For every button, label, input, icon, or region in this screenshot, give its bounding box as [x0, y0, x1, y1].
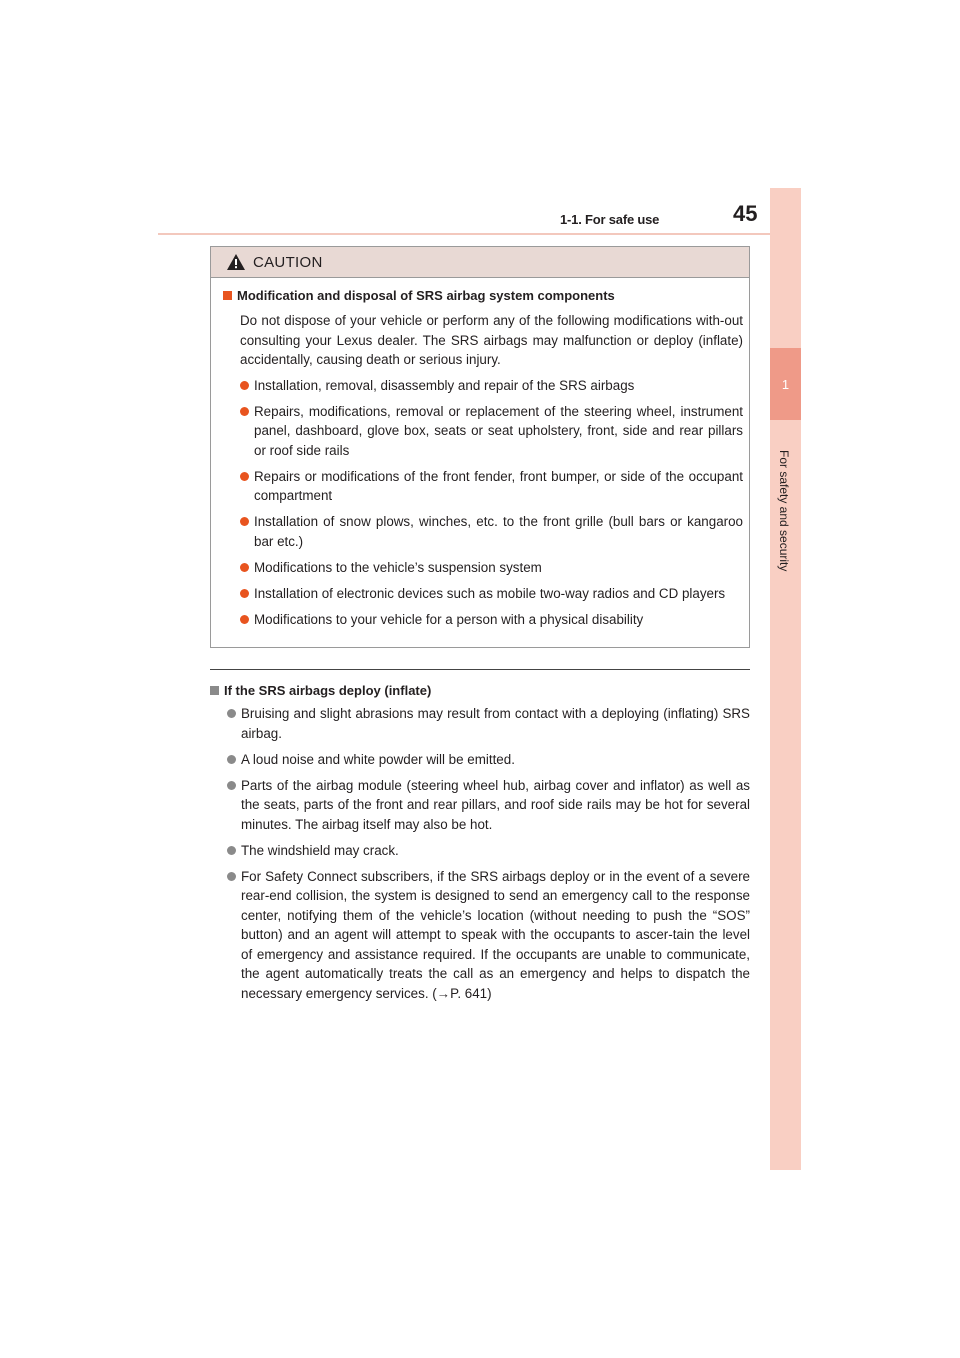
section-divider [210, 669, 750, 670]
bullet-dot-icon [227, 846, 236, 855]
header-rule [158, 233, 770, 235]
list-item [227, 776, 750, 835]
section-header: 1-1. For safe use [560, 212, 660, 227]
list-item [227, 750, 750, 770]
page-number: 45 [733, 201, 758, 226]
notes-section [210, 683, 750, 1010]
square-bullet-icon [210, 686, 219, 695]
notes-heading [210, 683, 750, 698]
list-item-text: Parts of the airbag module (steering wheel hub, airbag cover and inflator) as well as the seats, parts of the front and rear pillars, and roof side rails may be hot for several minutes. The airbag itself may also be hot. [241, 777, 750, 832]
warning-triangle-icon [227, 254, 245, 270]
list-item-text: Installation of snow plows, winches, etc. to the front grille (bull bars or kangaroo bar etc.) [254, 514, 743, 549]
list-item-text: For Safety Connect subscribers, if the SRS airbags deploy or in the event of a severe rear-end collision, the system is designed to send an emergency call to the response center, notifying them of the vehicle’s location (without needing to push the “SOS” button) and an agent will attempt to speak with the occupants to ascer-tain the level of emergency and assistance required. If the occupants are unable to communicate, the agent automatically treats the call as an emergency and helps to dispatch the necessary emergency services. (→P. 641) [241, 868, 750, 1001]
bullet-dot-icon [227, 781, 236, 790]
list-item-text: The windshield may crack. [241, 842, 399, 858]
chapter-label: For safety and security [777, 450, 791, 572]
list-item-text: A loud noise and white powder will be emitted. [241, 751, 515, 767]
caution-heading [223, 288, 743, 303]
list-item [240, 558, 743, 578]
caution-body [211, 278, 749, 629]
list-item [240, 376, 743, 396]
list-item [240, 402, 743, 461]
caution-intro: Do not dispose of your vehicle or perform any of the following modifications with-out consulting your Lexus dealer. The SRS airbags may malfunction or deploy (inflate) accidentally, causing death or serious injury. [240, 313, 743, 367]
notes-heading-text: If the SRS airbags deploy (inflate) [224, 683, 432, 698]
list-item-text: Modifications to your vehicle for a person with a physical disability [254, 611, 644, 627]
list-item-text: Repairs or modifications of the front fender, front bumper, or side of the occupant compartment [254, 468, 743, 503]
chapter-number-box [770, 348, 801, 420]
bullet-dot-icon [240, 615, 249, 624]
bullet-dot-icon [240, 381, 249, 390]
list-item [240, 467, 743, 506]
list-item-text: Modifications to the vehicle’s suspension system [254, 559, 542, 575]
square-bullet-icon [223, 291, 232, 300]
list-item [240, 512, 743, 551]
list-item-text: Bruising and slight abrasions may result from contact with a deploying (inflating) SRS airbag. [241, 706, 750, 741]
caution-title: CAUTION [253, 253, 323, 271]
list-item-text: Installation, removal, disassembly and repair of the SRS airbags [254, 377, 635, 393]
list-item [227, 704, 750, 743]
bullet-dot-icon [240, 472, 249, 481]
bullet-dot-icon [240, 589, 249, 598]
caution-box [210, 246, 750, 648]
caution-list [223, 376, 743, 630]
list-item-text: Repairs, modifications, removal or replacement of the steering wheel, instrument panel, dashboard, glove box, seats or seat upholstery, front, side and rear pillars or roof side rails [254, 403, 743, 458]
bullet-dot-icon [240, 517, 249, 526]
caution-heading-text: Modification and disposal of SRS airbag system components [237, 288, 615, 303]
chapter-number: 1 [781, 376, 790, 392]
bullet-dot-icon [227, 709, 236, 718]
list-item [240, 610, 743, 630]
caution-header [211, 247, 749, 278]
list-item [227, 841, 750, 861]
bullet-dot-icon [240, 407, 249, 416]
list-item [240, 584, 743, 604]
notes-list [210, 704, 750, 1003]
bullet-dot-icon [227, 755, 236, 764]
chapter-side-tab [770, 188, 801, 1170]
bullet-dot-icon [227, 872, 236, 881]
bullet-dot-icon [240, 563, 249, 572]
list-item-text: Installation of electronic devices such as mobile two-way radios and CD players [254, 585, 726, 601]
list-item [227, 867, 750, 1004]
